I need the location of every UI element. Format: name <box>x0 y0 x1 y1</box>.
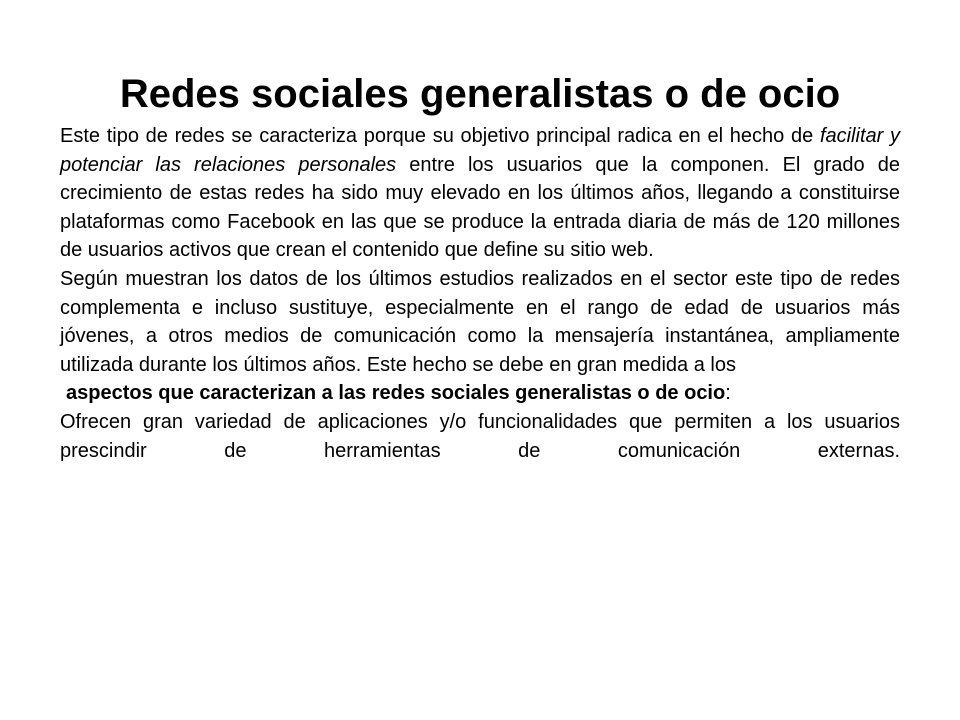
paragraph-intro <box>60 122 900 265</box>
slide-content <box>60 68 900 465</box>
paragraph-intro-start: Este tipo de redes se caracteriza porque su objetivo principal radica en el hecho de <box>60 125 820 147</box>
paragraph-features: Ofrecen gran variedad de aplicaciones y/o funcionalidades que permiten a los usuarios prescindir de herramientas de comunicación externas. <box>60 410 900 462</box>
paragraph-studies: Según muestran los datos de los últimos estudios realizados en el sector este tipo de redes complementa e incluso sustituye, especialmente en el rango de edad de usuarios más jóvenes, a otros medios de comunicación como la mensajería instantánea, ampliamente utilizada durante los últimos años. Este hecho se debe en gran medida a los <box>60 267 900 376</box>
paragraph-intro-end: entre los usuarios que la componen. El grado de crecimiento de estas redes ha sido muy elevado en los últimos años, llegando a constituirse plataformas como Facebook en las que se produce la entrada diaria de más de 120 millones de usuarios activos que crean el contenido que define su sitio web. <box>60 153 900 262</box>
aspects-heading-colon: : <box>725 382 731 405</box>
slide-title: Redes sociales generalistas o de ocio <box>119 72 841 116</box>
paragraph-intro-italic: facilitar y potenciar las relaciones personales <box>60 125 900 176</box>
aspects-heading-bold: aspectos que caracterizan a las redes sociales generalistas o de ocio <box>66 382 726 405</box>
aspects-heading <box>60 379 900 408</box>
